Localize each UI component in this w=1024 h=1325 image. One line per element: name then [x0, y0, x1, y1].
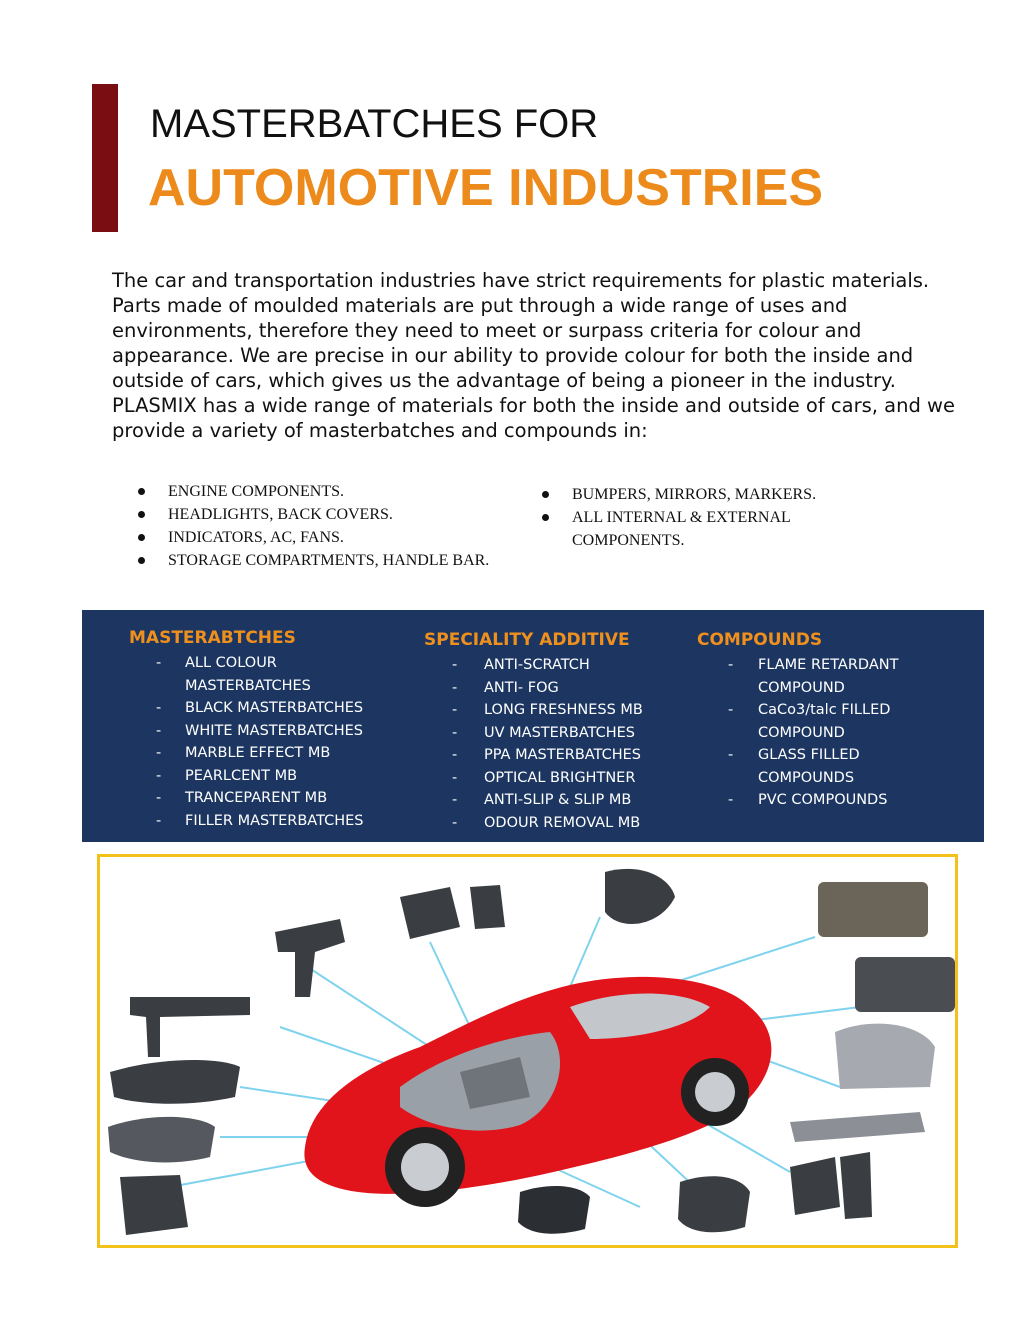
application-list-left — [138, 480, 498, 572]
list-item: BUMPERS, MIRRORS, MARKERS. — [542, 483, 862, 506]
list-item: INDICATORS, AC, FANS. — [138, 526, 498, 549]
list-item: - PPA MASTERBATCHES — [452, 747, 641, 763]
list-item: - ODOUR REMOVAL MB — [452, 814, 641, 831]
column-heading: MASTERABTCHES — [129, 628, 296, 648]
compounds-column — [697, 630, 898, 812]
page-title-line1: MASTERBATCHES FOR — [150, 102, 599, 146]
control-panel-icon — [855, 957, 955, 1012]
car-parts-figure — [97, 854, 958, 1248]
engine-mount-part-icon — [470, 885, 505, 929]
fog-lamp-cover-icon — [518, 1186, 590, 1234]
product-panel — [82, 610, 984, 842]
title-accent-bar — [92, 84, 118, 232]
list-item: - GLASS FILLED COMPOUNDS — [728, 747, 860, 786]
compounds-list — [697, 654, 898, 812]
bullet-icon — [542, 514, 549, 521]
vent-part-icon — [840, 1152, 872, 1219]
grille-part-icon — [108, 1117, 215, 1163]
list-item: - ANTI- FOG — [452, 679, 559, 696]
list-item: - TRANCEPARENT MB — [156, 790, 328, 806]
list-item: - UV MASTERBATCHES — [452, 724, 636, 741]
engine-cover-part-icon — [400, 887, 460, 939]
air-vent-icon — [678, 1176, 750, 1232]
list-item: - ALL COLOUR MASTERBATCHES — [156, 655, 311, 694]
list-item: - CaCo3/talc FILLED COMPOUND — [728, 702, 891, 741]
instrument-cluster-icon — [835, 1024, 935, 1089]
list-item: - ANTI-SLIP & SLIP MB — [452, 792, 632, 808]
list-item: - WHITE MASTERBATCHES — [156, 722, 364, 739]
speciality-additive-list — [424, 654, 643, 834]
module-part-icon — [120, 1175, 188, 1235]
bullet-icon — [138, 511, 145, 518]
application-list-right — [542, 483, 862, 552]
list-item: - PEARLCENT MB — [156, 767, 298, 784]
list-item: - FILLER MASTERBATCHES — [156, 812, 364, 829]
trim-part-icon — [790, 1112, 925, 1142]
list-item: - ANTI-SCRATCH — [452, 657, 590, 673]
list-item: - BLACK MASTERBATCHES — [156, 700, 364, 716]
list-item: ENGINE COMPONENTS. — [138, 480, 498, 503]
bullet-icon — [542, 491, 549, 498]
list-item: ALL INTERNAL & EXTERNAL COMPONENTS. — [542, 506, 862, 552]
bullet-icon — [138, 488, 145, 495]
page-title-line2: AUTOMOTIVE INDUSTRIES — [148, 159, 824, 217]
list-item: - MARBLE EFFECT MB — [156, 745, 331, 761]
list-item: - OPTICAL BRIGHTNER — [452, 769, 636, 786]
list-item: - FLAME RETARDANT COMPOUND — [728, 657, 899, 696]
masterbatches-list — [129, 652, 364, 832]
masterbatches-column — [129, 628, 364, 832]
list-item: - PVC COMPOUNDS — [728, 792, 888, 808]
vent-part-icon — [790, 1157, 840, 1215]
grille-part-icon — [110, 1060, 240, 1104]
bullet-icon — [138, 534, 145, 541]
car-parts-illustration — [100, 857, 955, 1245]
list-item: HEADLIGHTS, BACK COVERS. — [138, 503, 498, 526]
list-item: STORAGE COMPARTMENTS, HANDLE BAR. — [138, 549, 498, 572]
speciality-additive-column — [424, 630, 643, 834]
bullet-icon — [138, 557, 145, 564]
intro-paragraph: The car and transportation industries have strict requirements for plastic materials. Parts made of moulded materials are put through a wide range of uses and environments, therefore they need to meet or surpass criteria for colour and appearance. We are precise in our ability to provide colour for both the inside and outside of cars, which gives us the advantage of being a pioneer in the industry. PLASMIX has a wide range of materials for both the inside and outside of cars, and we provide a variety of masterbatches and compounds in: — [112, 269, 956, 442]
radio-panel-icon — [818, 882, 928, 937]
column-heading: COMPOUNDS — [697, 630, 823, 650]
list-item: - LONG FRESHNESS MB — [452, 702, 643, 718]
column-heading: SPECIALITY ADDITIVE — [424, 630, 630, 650]
mirror-part-icon — [605, 869, 675, 924]
duct-part-icon — [130, 997, 250, 1057]
